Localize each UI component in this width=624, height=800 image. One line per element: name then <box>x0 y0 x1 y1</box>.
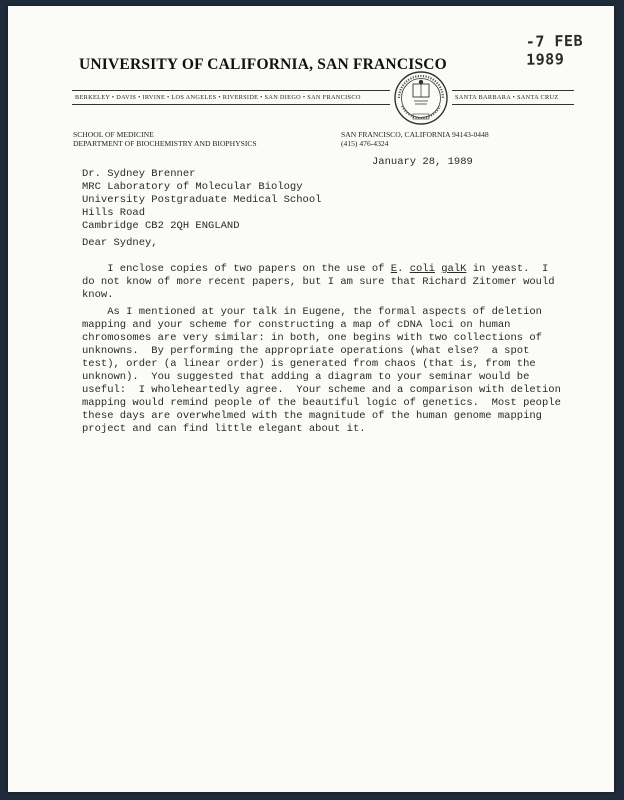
paragraph-line: mapping and your scheme for constructing a map of cDNA loci on human <box>82 319 511 331</box>
paragraph-line: mapping would remind people of the beautiful logic of genetics. Most people <box>82 397 561 409</box>
paragraph-line <box>82 263 548 275</box>
paragraph-line: do not know of more recent papers, but I am sure that Richard Zitomer would <box>82 276 555 288</box>
paragraph-line: useful: I wholeheartedly agree. Your scheme and a comparison with deletion <box>82 384 561 396</box>
university-name: UNIVERSITY OF CALIFORNIA, SAN FRANCISCO <box>79 56 447 73</box>
gene-name: galK <box>441 263 467 275</box>
salutation: Dear Sydney, <box>82 237 158 249</box>
received-date-stamp: -7 FEB 1989 <box>525 31 584 69</box>
address-line: Dr. Sydney Brenner <box>82 168 196 180</box>
text-run: in yeast. I <box>466 263 549 275</box>
paragraph-line: chromosomes are very similar: in both, one begins with two collections of <box>82 332 542 344</box>
letterhead-rule-right-top <box>452 90 574 91</box>
address-line: University Postgraduate Medical School <box>82 194 322 206</box>
paragraph-line: As I mentioned at your talk in Eugene, the formal aspects of deletion <box>82 306 542 318</box>
letterhead-rule-right-bottom <box>452 104 574 105</box>
letterhead-rule-left-top <box>72 90 390 91</box>
italic-genus: E <box>390 263 398 275</box>
address-line: MRC Laboratory of Molecular Biology <box>82 181 303 193</box>
phone-number: (415) 476-4324 <box>341 139 389 148</box>
paragraph-line: test), order (a linear order) is generated from chaos (that is, from the <box>82 358 536 370</box>
campus-list-left: BERKELEY • DAVIS • IRVINE • LOS ANGELES • RIVERSIDE • SAN DIEGO • SAN FRANCISCO <box>75 94 361 101</box>
letter-date: January 28, 1989 <box>372 156 473 168</box>
paragraph-2 <box>82 306 562 441</box>
text-run: I enclose copies of two papers on the use of <box>82 263 391 275</box>
address-line: Hills Road <box>82 207 146 219</box>
text-run: . <box>397 263 410 275</box>
paragraph-1 <box>82 263 562 303</box>
paragraph-line: these days are overwhelmed with the magnitude of the human genome mapping <box>82 410 542 422</box>
campus-list-right: SANTA BARBARA • SANTA CRUZ <box>455 94 559 101</box>
recipient-address <box>82 168 382 238</box>
letter-page <box>8 6 614 792</box>
paragraph-line: unknown). You suggested that adding a diagram to your seminar would be <box>82 371 530 383</box>
paragraph-line: project and can find little elegant about it. <box>82 423 366 435</box>
address-line: Cambridge CB2 2QH ENGLAND <box>82 220 240 232</box>
paragraph-line: know. <box>82 289 114 301</box>
school-name: SCHOOL OF MEDICINE <box>73 130 154 139</box>
city-address: SAN FRANCISCO, CALIFORNIA 94143-0448 <box>341 130 489 139</box>
university-seal <box>393 70 449 126</box>
department-name: DEPARTMENT OF BIOCHEMISTRY AND BIOPHYSICS <box>73 139 257 148</box>
paragraph-line: unknowns. By performing the appropriate operations (what else? a spot <box>82 345 530 357</box>
letterhead-rule-left-bottom <box>72 104 390 105</box>
species-name: coli <box>409 263 435 275</box>
